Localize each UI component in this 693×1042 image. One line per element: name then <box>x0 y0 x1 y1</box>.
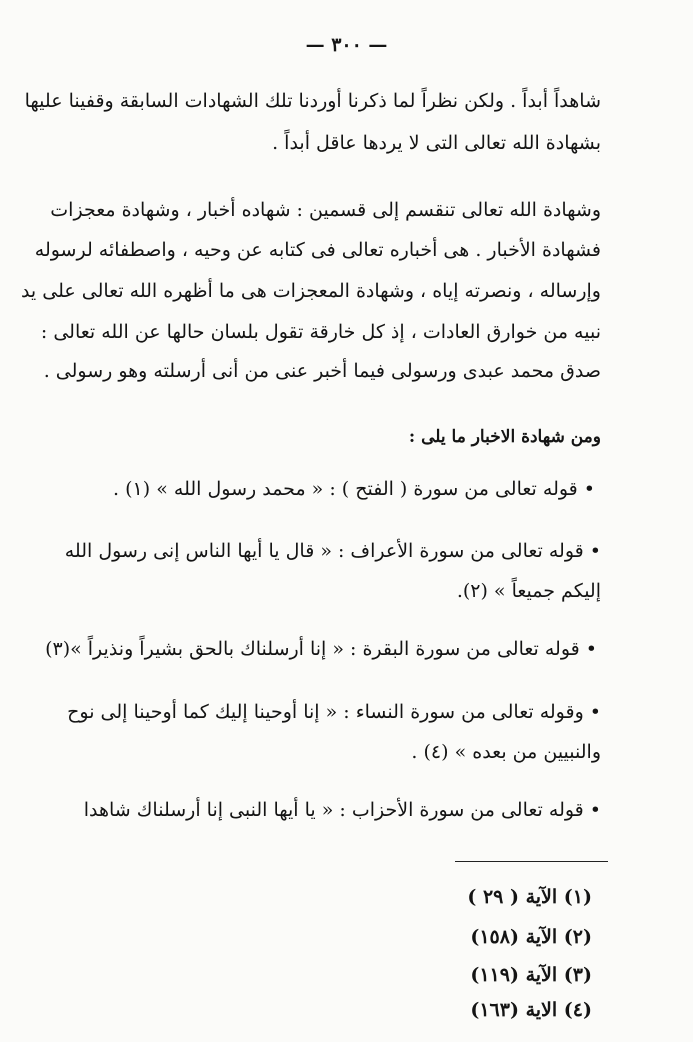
text-line: شاهداً أبداً . ولكن نظراً لما ذكرنا أوردنا تلك الشهادات السابقة وقفينا عليها <box>24 90 601 112</box>
text-line: بشهادة الله تعالى التى لا يردها عاقل أبداً . <box>272 132 601 154</box>
bullet-item: • وقوله تعالى من سورة النساء : « إنا أوحينا إليك كما أوحينا إلى نوح <box>67 701 601 723</box>
section-heading: ومن شهادة الاخبار ما يلى : <box>408 427 601 447</box>
footnote: (١) الآية ( ٢٩ ) <box>467 886 592 908</box>
page-number: — ٣٠٠ — <box>305 34 388 56</box>
text-line: إليكم جميعاً » (٢). <box>456 580 601 602</box>
footnote: (٢) الآية (١٥٨) <box>470 926 592 948</box>
footnote: (٤) الاية (١٦٣) <box>470 999 592 1021</box>
text-line: صدق محمد عبدى ورسولى فيما أخبر عنى من أنى أرسلته وهو رسولى . <box>43 360 601 382</box>
text-line: والنبيين من بعده » (٤) . <box>411 741 601 763</box>
bullet-item: • قوله تعالى من سورة البقرة : « إنا أرسلناك بالحق بشيراً ونذيراً »(٣) <box>45 638 597 660</box>
text-line: وشهادة الله تعالى تنقسم إلى قسمين : شهاده أخبار ، وشهادة معجزات <box>50 199 601 221</box>
text-line: نبيه من خوارق العادات ، إذ كل خارقة تقول بلسان حالها عن الله تعالى : <box>40 321 601 343</box>
footnote: (٣) الآية (١١٩) <box>470 964 592 986</box>
bullet-item: • قوله تعالى من سورة ( الفتح ) : « محمد رسول الله » (١) . <box>113 478 595 500</box>
text-line: فشهادة الأخبار . هى أخباره تعالى فى كتابه عن وحيه ، واصطفائه لرسوله <box>34 239 601 261</box>
bullet-item: • قوله تعالى من سورة الأحزاب : « يا أيها النبى إنا أرسلناك شاهدا <box>83 799 601 821</box>
text-line: وإرساله ، ونصرته إياه ، وشهادة المعجزات هى ما أظهره الله تعالى على يد <box>20 280 601 302</box>
footnote-divider <box>455 861 608 862</box>
bullet-item: • قوله تعالى من سورة الأعراف : « قال يا أيها الناس إنى رسول الله <box>64 540 601 562</box>
